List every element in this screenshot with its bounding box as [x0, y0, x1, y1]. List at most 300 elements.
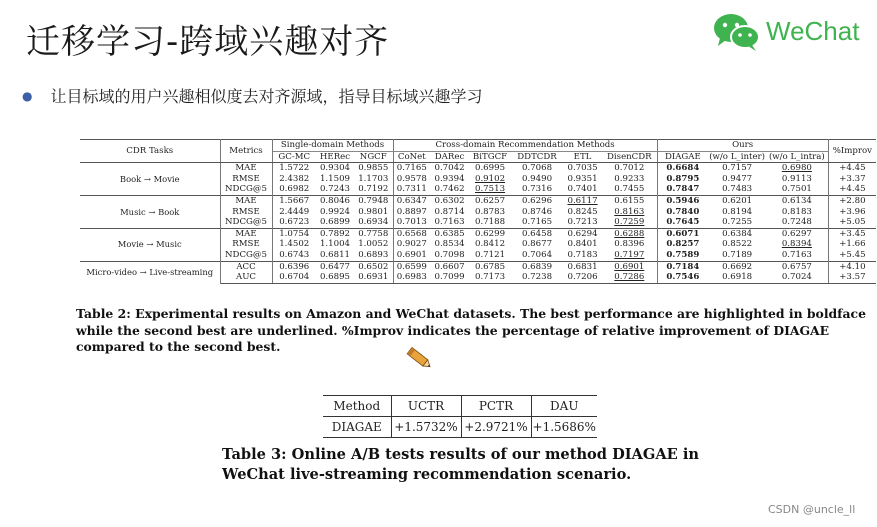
table-cell	[708, 250, 766, 261]
table-cell	[393, 250, 430, 261]
wechat-icon	[712, 12, 762, 52]
cell-value: 0.9027	[396, 239, 427, 250]
metric-name: NDCG@5	[220, 217, 272, 228]
cell-value: 0.6458	[521, 228, 553, 239]
cell-value: 0.8677	[521, 239, 553, 250]
table-cell	[430, 195, 469, 206]
cell-value: 0.7163	[434, 217, 465, 228]
table-cell	[766, 261, 828, 272]
cell-value: 0.6477	[319, 261, 351, 272]
table-cell	[354, 217, 393, 228]
table-cell	[469, 184, 511, 195]
cell-value: 0.7316	[521, 184, 553, 195]
cell-value: 0.7589	[666, 249, 700, 260]
cell-value: 0.7042	[434, 163, 465, 174]
table-cell	[657, 207, 708, 218]
cell-value: 0.7157	[722, 163, 753, 174]
table-cell	[511, 163, 563, 174]
table-cell	[316, 195, 354, 206]
metric-name: RMSE	[220, 174, 272, 185]
table-row	[80, 163, 876, 174]
header-method: DisenCDR	[602, 151, 657, 163]
cell-value: 0.6692	[722, 261, 753, 272]
table-cell	[708, 163, 766, 174]
improv-cell: +4.45	[828, 163, 876, 174]
header-method: CoNet	[393, 151, 430, 163]
cell-value: 0.9924	[319, 206, 351, 217]
table-cell	[393, 195, 430, 206]
table-cell	[766, 228, 828, 239]
table-cell	[563, 207, 602, 218]
cell-value: 0.7013	[396, 217, 427, 228]
table-cell	[657, 184, 708, 195]
header-method: GC-MC	[272, 151, 316, 163]
cell-value: 0.6117	[567, 195, 598, 206]
cell-value: 0.6785	[474, 261, 506, 272]
header-method: BiTGCF	[469, 151, 511, 163]
table-cell	[469, 163, 511, 174]
cell-value: 0.9102	[474, 173, 506, 184]
table-cell	[563, 228, 602, 239]
table-cell	[602, 239, 657, 250]
improv-cell: +3.96	[839, 206, 866, 217]
cell-value: 0.6599	[396, 261, 427, 272]
header-cross-domain: Cross-domain Recommendation Methods	[393, 140, 657, 152]
table-cell	[469, 261, 511, 272]
table-cell	[469, 217, 511, 228]
cell-value: 0.6918	[722, 272, 753, 283]
table-cell	[393, 207, 430, 218]
cell-value: 0.7188	[474, 217, 506, 228]
task-name: Movie → Music	[80, 228, 220, 261]
table-cell	[272, 228, 316, 239]
table-cell	[511, 272, 563, 283]
table-cell	[316, 163, 354, 174]
table-cell	[354, 207, 393, 218]
table-cell	[657, 272, 708, 283]
table-cell	[563, 250, 602, 261]
cell-value: 0.7163	[781, 249, 812, 260]
header-method: DIAGAE	[657, 151, 708, 163]
bullet-text: 让目标域的用户兴趣相似度去对齐源域，指导目标域兴趣学习	[50, 87, 483, 106]
t3-header-method: Method	[323, 396, 391, 417]
cell-value: 0.7173	[474, 272, 506, 283]
table-cell	[469, 250, 511, 261]
cell-value: 0.6155	[614, 195, 645, 206]
cell-value: 0.7847	[666, 184, 700, 195]
improv-cell: +5.05	[839, 217, 866, 228]
cell-value: 0.7513	[474, 184, 506, 195]
table-cell	[469, 228, 511, 239]
table-cell	[511, 195, 563, 206]
metric-name: NDCG@5	[220, 184, 272, 195]
metric-name: AUC	[220, 272, 272, 283]
cell-value: 1.1004	[319, 239, 351, 250]
table3-caption: Table 3: Online A/B tests results of our method DIAGAE in WeChat live-streaming recommendation scenario.	[222, 446, 700, 483]
cell-value: 0.8897	[396, 206, 427, 217]
pencil-icon	[404, 345, 434, 371]
table-cell	[708, 261, 766, 272]
table-cell	[657, 217, 708, 228]
cell-value: 0.7183	[567, 249, 598, 260]
table-cell	[657, 239, 708, 250]
t3-header-pctr: PCTR	[461, 396, 531, 417]
table-cell	[602, 195, 657, 206]
table-cell	[766, 184, 828, 195]
table-cell	[766, 207, 828, 218]
table-cell	[393, 184, 430, 195]
table-cell	[393, 163, 430, 174]
metric-name: MAE	[220, 228, 272, 239]
table-cell	[316, 272, 354, 283]
cell-value: 0.7213	[567, 217, 598, 228]
cell-value: 0.7035	[567, 163, 598, 174]
table-cell	[272, 195, 316, 206]
table-cell	[430, 184, 469, 195]
cell-value: 0.6299	[474, 228, 506, 239]
cell-value: 0.9578	[396, 173, 427, 184]
table-cell	[469, 272, 511, 283]
table-cell	[708, 272, 766, 283]
cell-value: 0.7206	[567, 272, 598, 283]
cell-value: 0.7259	[614, 217, 645, 228]
table-cell	[430, 261, 469, 272]
table-cell	[469, 174, 511, 185]
table-cell	[563, 195, 602, 206]
header-method: NGCF	[354, 151, 393, 163]
cell-value: 0.6899	[319, 217, 351, 228]
improv-cell: +2.80	[828, 195, 876, 206]
cell-value: 0.6931	[358, 272, 389, 283]
cell-value: 1.0754	[279, 228, 310, 239]
cell-value: 0.7401	[567, 184, 598, 195]
cell-value: 0.6257	[474, 195, 506, 206]
cell-value: 0.7098	[434, 249, 465, 260]
cell-value: 0.6607	[434, 261, 465, 272]
table-cell	[354, 195, 393, 206]
cell-value: 0.8245	[567, 206, 598, 217]
cell-value: 0.9801	[358, 206, 389, 217]
cell-value: 0.7455	[614, 184, 645, 195]
cell-value: 0.7462	[434, 184, 465, 195]
cell-value: 0.6704	[279, 272, 310, 283]
table-cell	[272, 217, 316, 228]
table-cell	[563, 239, 602, 250]
table-cell	[354, 250, 393, 261]
table-cell	[766, 174, 828, 185]
t3-cell-uctr: +1.5732%	[391, 417, 461, 438]
cell-value: 0.6901	[614, 261, 645, 272]
cell-value: 0.6201	[722, 195, 753, 206]
table-cell	[766, 272, 828, 283]
cell-value: 0.9477	[722, 173, 753, 184]
header-single-domain: Single-domain Methods	[272, 140, 393, 152]
improv-cell: +3.37	[839, 173, 866, 184]
table-cell	[430, 228, 469, 239]
table-cell	[511, 217, 563, 228]
table-cell	[354, 163, 393, 174]
table-cell	[430, 207, 469, 218]
header-method: DARec	[430, 151, 469, 163]
cell-value: 0.6723	[279, 217, 310, 228]
table-cell	[708, 207, 766, 218]
cell-value: 0.7645	[666, 217, 700, 228]
cell-value: 0.7165	[396, 163, 427, 174]
cell-value: 0.6294	[567, 228, 598, 239]
table-row	[80, 228, 876, 239]
table-cell	[766, 250, 828, 261]
table-cell	[272, 184, 316, 195]
metric-name: MAE	[220, 163, 272, 174]
cell-value: 0.8714	[434, 206, 465, 217]
cell-value: 0.7189	[722, 249, 753, 260]
header-improv: %Improv	[828, 140, 876, 163]
cell-value: 0.9855	[358, 163, 389, 174]
cell-value: 0.7501	[781, 184, 812, 195]
table-cell	[272, 272, 316, 283]
table-cell	[511, 174, 563, 185]
metric-name: ACC	[220, 261, 272, 272]
cell-value: 0.7012	[614, 163, 645, 174]
table-cell	[708, 184, 766, 195]
cell-value: 0.6895	[319, 272, 351, 283]
table-cell	[272, 261, 316, 272]
cell-value: 1.1509	[319, 173, 351, 184]
table-cell	[393, 217, 430, 228]
cell-value: 0.6839	[521, 261, 553, 272]
improv-cell: +1.66	[839, 239, 866, 250]
improv-cell: +3.45	[828, 228, 876, 239]
cell-value: 2.4449	[279, 206, 310, 217]
table-cell	[657, 250, 708, 261]
results-table	[80, 139, 876, 284]
cell-value: 0.6893	[358, 249, 389, 260]
cell-value: 0.7068	[521, 163, 553, 174]
cell-value: 1.5667	[279, 195, 310, 206]
metric-name: RMSE	[220, 239, 272, 250]
table-cell	[602, 174, 657, 185]
cell-value: 0.8746	[521, 206, 553, 217]
bullet-item	[22, 84, 483, 107]
cell-value: 0.8795	[666, 173, 700, 184]
cell-value: 0.6302	[434, 195, 465, 206]
table-cell	[272, 163, 316, 174]
table-cell	[469, 195, 511, 206]
cell-value: 0.6385	[434, 228, 465, 239]
header-method: DDTCDR	[511, 151, 563, 163]
table-cell	[511, 207, 563, 218]
cell-value: 0.7099	[434, 272, 465, 283]
table-cell	[316, 239, 354, 250]
table-cell	[563, 184, 602, 195]
task-name: Music → Book	[80, 195, 220, 228]
t3-cell-method: DIAGAE	[323, 417, 391, 438]
table-cell	[602, 207, 657, 218]
table-cell	[316, 217, 354, 228]
cell-value: 0.8522	[722, 239, 753, 250]
table-cell	[766, 239, 828, 250]
table-cell	[430, 272, 469, 283]
cell-value: 0.5946	[666, 195, 700, 206]
cell-value: 0.9490	[521, 173, 553, 184]
table-cell	[563, 261, 602, 272]
cell-value: 0.6071	[666, 228, 700, 239]
improv-cell: +4.45	[839, 184, 866, 195]
table-cell	[272, 250, 316, 261]
table-cell	[354, 239, 393, 250]
cell-value: 1.4502	[279, 239, 310, 250]
table-cell	[393, 228, 430, 239]
cell-value: 0.9233	[614, 173, 645, 184]
metric-name: RMSE	[220, 207, 272, 218]
table-row	[80, 195, 876, 206]
table-cell	[602, 163, 657, 174]
table-cell	[511, 228, 563, 239]
cell-value: 0.8183	[781, 206, 812, 217]
table-cell	[393, 239, 430, 250]
cell-value: 0.7758	[358, 228, 389, 239]
cell-value: 0.7184	[666, 261, 700, 272]
cell-value: 0.7197	[614, 249, 645, 260]
cell-value: 0.7311	[396, 184, 427, 195]
table-cell	[430, 250, 469, 261]
t3-cell-pctr: +2.9721%	[461, 417, 531, 438]
cell-value: 0.6347	[396, 195, 427, 206]
table-cell	[766, 195, 828, 206]
wechat-logo	[712, 12, 872, 52]
cell-value: 0.6811	[319, 249, 351, 260]
cell-value: 0.7024	[781, 272, 812, 283]
cell-value: 0.6743	[279, 249, 310, 260]
cell-value: 0.8412	[474, 239, 506, 250]
cell-value: 0.6384	[722, 228, 753, 239]
cell-value: 0.6502	[358, 261, 389, 272]
cell-value: 0.7121	[474, 249, 506, 260]
table-cell	[316, 207, 354, 218]
cell-value: 0.8194	[722, 206, 753, 217]
table2-caption: Table 2: Experimental results on Amazon and WeChat datasets. The best performance are highlighted in boldface while the second best are underlined. %Improv indicates the percentage of relative improvement of DIAGAE compared to the second best.	[76, 306, 866, 354]
cell-value: 0.6684	[666, 163, 700, 174]
table-cell	[272, 239, 316, 250]
table-cell	[354, 272, 393, 283]
table-cell	[511, 239, 563, 250]
wechat-logo-text: WeChat	[766, 16, 860, 46]
cell-value: 0.8163	[614, 206, 645, 217]
table-cell	[354, 184, 393, 195]
table-cell	[657, 195, 708, 206]
header-method: (w/o L_intra)	[766, 151, 828, 163]
table-cell	[316, 250, 354, 261]
cell-value: 0.7286	[614, 272, 645, 283]
ab-test-table	[323, 395, 597, 438]
cell-value: 0.9394	[434, 173, 465, 184]
table-cell	[602, 228, 657, 239]
improv-cell: +4.10	[828, 261, 876, 272]
table-cell	[602, 217, 657, 228]
header-method: ETL	[563, 151, 602, 163]
metric-name: NDCG@5	[220, 250, 272, 261]
table-cell	[563, 174, 602, 185]
cell-value: 0.6396	[279, 261, 310, 272]
watermark: CSDN @uncle_ll	[768, 503, 856, 516]
table-cell	[316, 174, 354, 185]
table-cell	[657, 228, 708, 239]
table-cell	[602, 184, 657, 195]
slide-title: 迁移学习-跨域兴趣对齐	[26, 22, 390, 62]
cell-value: 0.8783	[474, 206, 506, 217]
table-cell	[708, 174, 766, 185]
metric-name: MAE	[220, 195, 272, 206]
table-cell	[393, 272, 430, 283]
cell-value: 0.8401	[567, 239, 598, 250]
cell-value: 0.7243	[319, 184, 351, 195]
table-cell	[708, 228, 766, 239]
cell-value: 0.7948	[358, 195, 389, 206]
table-cell	[430, 217, 469, 228]
table-cell	[708, 195, 766, 206]
table-cell	[511, 261, 563, 272]
table-cell	[602, 250, 657, 261]
cell-value: 0.7840	[666, 206, 700, 217]
header-tasks: CDR Tasks	[80, 140, 220, 163]
table-cell	[511, 184, 563, 195]
cell-value: 0.7546	[666, 272, 700, 283]
cell-value: 0.6934	[358, 217, 389, 228]
cell-value: 0.9304	[319, 163, 351, 174]
table-cell	[708, 239, 766, 250]
cell-value: 0.8396	[614, 239, 645, 250]
cell-value: 0.7248	[781, 217, 812, 228]
ab-test-table-container	[323, 395, 597, 438]
cell-value: 0.6288	[614, 228, 645, 239]
table-cell	[563, 163, 602, 174]
table-cell	[511, 250, 563, 261]
table-cell	[563, 217, 602, 228]
table-cell	[354, 261, 393, 272]
cell-value: 0.8257	[666, 239, 700, 250]
header-ours: Ours	[657, 140, 828, 152]
header-method: HERec	[316, 151, 354, 163]
header-metrics: Metrics	[220, 140, 272, 163]
table-cell	[602, 272, 657, 283]
cell-value: 0.7255	[722, 217, 753, 228]
cell-value: 1.5722	[279, 163, 310, 174]
table-cell	[316, 261, 354, 272]
cell-value: 0.6757	[781, 261, 812, 272]
cell-value: 1.0052	[358, 239, 389, 250]
cell-value: 0.7238	[521, 272, 553, 283]
table-row	[80, 261, 876, 272]
cell-value: 0.6995	[474, 163, 506, 174]
cell-value: 0.6983	[396, 272, 427, 283]
t3-cell-dau: +1.5686%	[531, 417, 597, 438]
table-cell	[316, 228, 354, 239]
cell-value: 0.6134	[781, 195, 812, 206]
cell-value: 0.6901	[396, 249, 427, 260]
table-cell	[393, 261, 430, 272]
cell-value: 0.7892	[319, 228, 351, 239]
results-table-container	[80, 139, 876, 284]
cell-value: 0.6980	[781, 163, 812, 174]
task-name: Micro-video → Live-streaming	[80, 261, 220, 283]
table-cell	[657, 163, 708, 174]
table-cell	[766, 217, 828, 228]
cell-value: 0.7064	[521, 249, 553, 260]
cell-value: 0.7192	[358, 184, 389, 195]
cell-value: 0.8394	[781, 239, 812, 250]
t3-header-uctr: UCTR	[391, 396, 461, 417]
header-method: (w/o L_inter)	[709, 151, 765, 162]
